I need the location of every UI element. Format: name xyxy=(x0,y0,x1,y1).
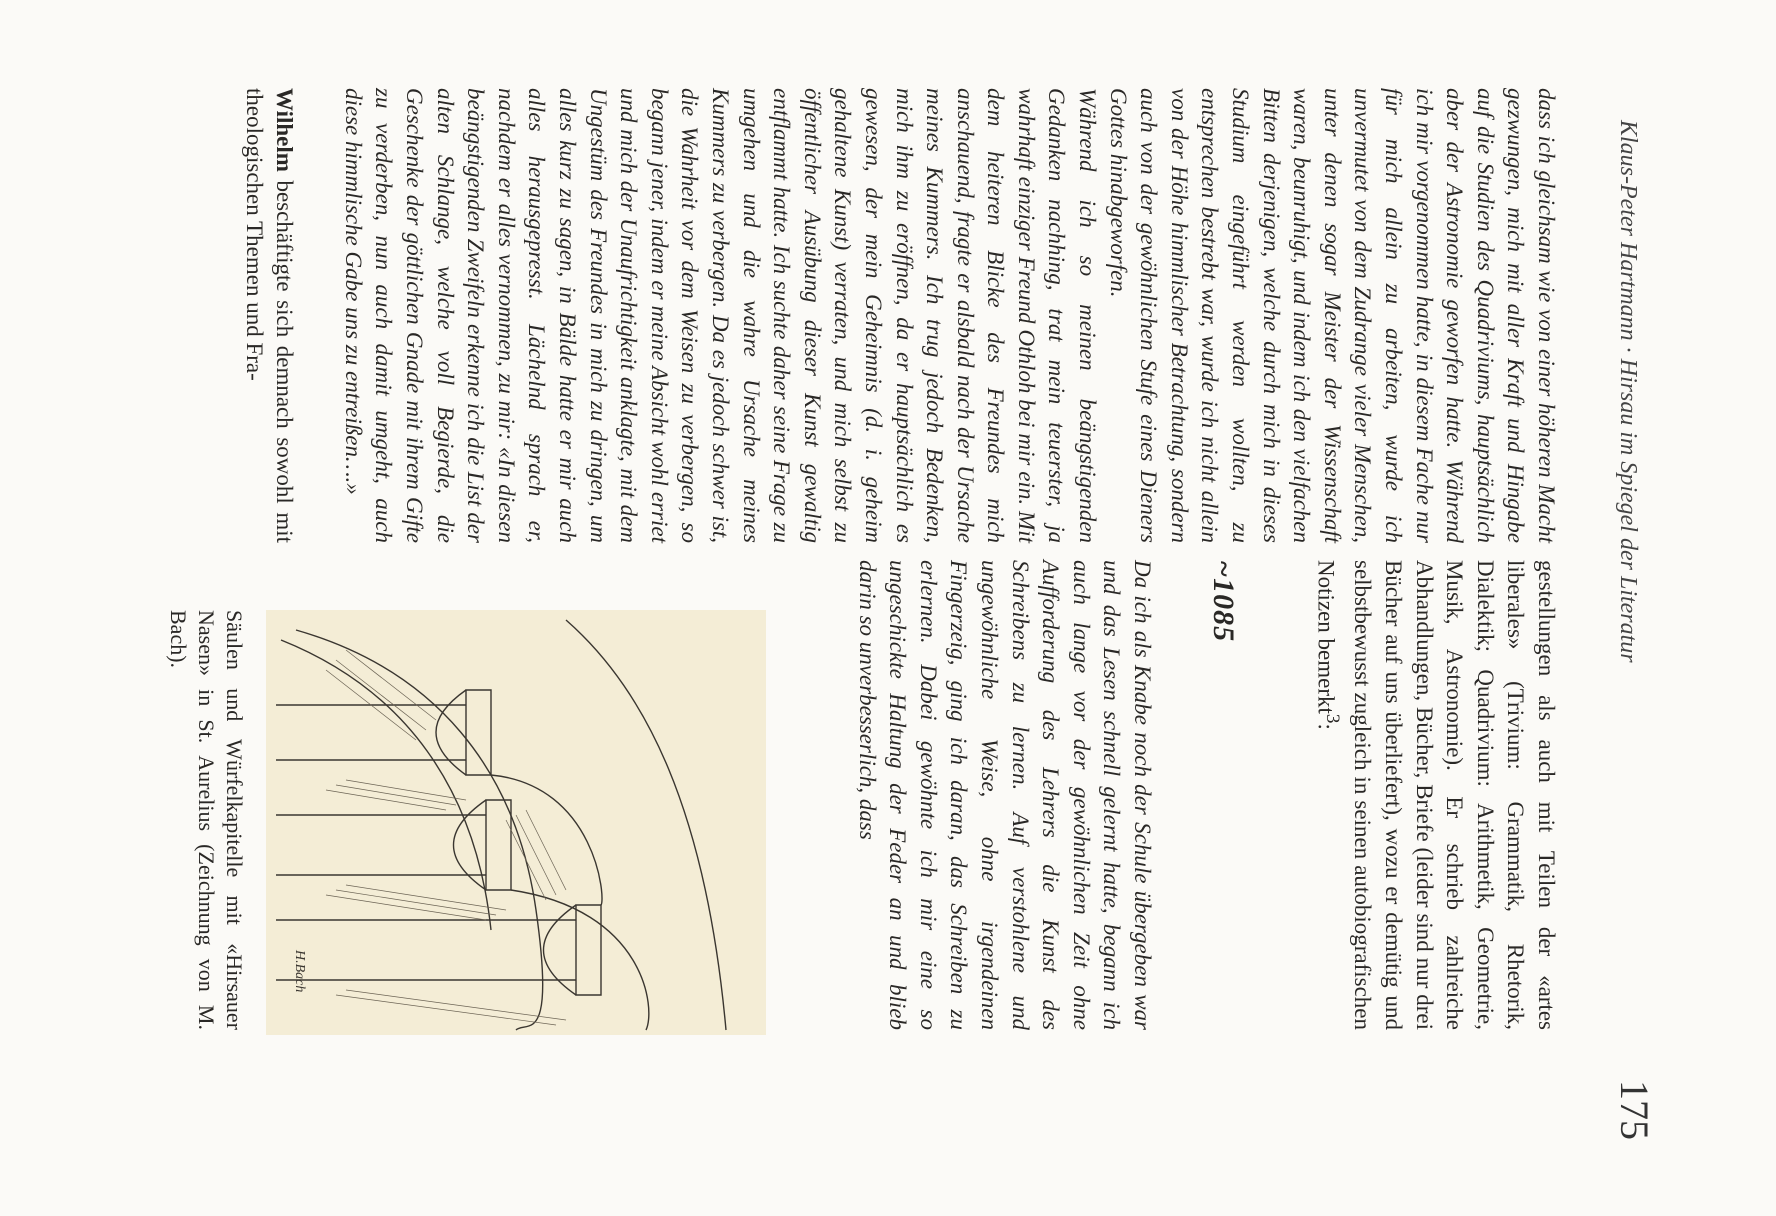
figure-caption: Säulen und Würfelkapitelle mit «Hirsauer Nasen» in St. Aurelius (Zeichnung von M. Bach). xyxy=(166,610,247,1030)
vita-quote: Da ich als Knabe noch der Schule übergeben war und das Lesen schnell gelernt hatte, begann ich auch lange vor der gewöhnlichen Zeit ohne Aufforderung des Lehrers die Kunst des Schreibens zu lernen. Auf verstohlene und ungewöhnliche Weise, ohne irgendeinen Fingerzeig, ging ich daran, das Schreiben zu erlernen. Dabei gewöhnte ich mir eine so ungeschickte Haltung der Feder an und blieb darin so unverbesserlich, dass xyxy=(854,560,1155,1030)
bold-name: Wilhelm xyxy=(272,88,298,172)
page-number: 175 xyxy=(1612,1080,1657,1140)
running-head: Klaus-Peter Hartmann · Hirsau im Spiegel der Literatur xyxy=(1615,120,1641,663)
intro-paragraph xyxy=(1310,560,1561,1030)
intro-paragraph-text: gestellungen als auch mit Teilen der «artes liberales» (Trivium: Grammatik, Rhetorik, Dialektik; Quadrivium: Arithmetik, Geometrie, Musik, Astronomie). Er schrieb zahlreiche Abhandlungen, Bücher, Briefe (leider sind nur drei Bücher auf uns überliefert), wozu er demütig und selbstbewusst zugleich in seinen autobiografischen Notizen bemerkt xyxy=(1313,560,1559,1030)
quote-paragraph-1: dass ich gleichsam wie von einer höheren Macht gezwungen, mich mit aller Kraft und Hingabe auf die Studien des Quadriviums, hauptsächlich aber der Astronomie geworfen hatte. Während ich mir vorgenommen hatte, in diesem Fache nur für mich allein zu arbeiten, wurde ich unvermutet von dem Zudrange vieler Menschen, unter denen sogar Meister der Wissenschaft waren, beunruhigt, und indem ich den vielfachen Bitten derjenigen, welche durch mich in dieses Studium eingeführt werden wollten, zu entsprechen bestrebt war, wurde ich nicht allein von der Höhe himmlischer Betrachtung, sondern auch von der gewöhnlichen Stufe eines Dieners Gottes hinabgeworfen. xyxy=(1105,88,1559,543)
artist-signature: H.Bach xyxy=(292,950,307,993)
left-column xyxy=(238,88,1561,543)
footnote-mark: 3 xyxy=(1321,713,1343,724)
column-drawing xyxy=(266,610,766,1035)
body-paragraph xyxy=(238,88,299,543)
right-column xyxy=(851,560,1561,1030)
intro-paragraph-end: : xyxy=(1313,723,1339,730)
quote-paragraph-2: Während ich so meinen beängstigenden Gedanken nachhing, trat mein teuerster, ja wahrhaft einziger Freund Othloh bei mir ein. Mit dem heiteren Blicke des Freundes mich anschauend, fragte er alsbald nach der Ursache meines Kummers. Ich trug jedoch Bedenken, mich ihm zu eröffnen, da er hauptsächlich es gewesen, der mein Geheimnis (d. i. geheim gehaltene Kunst) verraten, und mich selbst zu öffentlicher Ausübung dieser Kunst gewaltig entflammt hatte. Ich suchte daher seine Frage zu umgehen und die wahre Ursache meines Kummers zu verbergen. Da es jedoch schwer ist, die Wahrheit vor dem Weisen zu verbergen, so begann jener, indem er meine Absicht wohl erriet und mich der Unaufrichtigkeit anklagte, mit dem Ungestüm des Freundes in mich zu dringen, um alles kurz zu sagen, in Bälde hatte er mir auch alles herausgepresst. Lächelnd sprach er, nachdem er alles vernommen, zu mir: «In diesen beängstigenden Zweifeln erkenne ich die List der alten Schlange, welche voll Begierde, die Geschenke der göttlichen Gnade mit ihrem Gifte zu verderben, nun auch damit umgeht, auch diese himmlische Gabe uns zu entreißen….» xyxy=(340,88,1101,543)
body-paragraph-text: beschäftigte sich demnach sowohl mit theologischen Themen und Fra- xyxy=(241,88,298,543)
year-marker: ~1085 xyxy=(1206,560,1240,643)
column-capitals-illustration xyxy=(266,610,766,1035)
